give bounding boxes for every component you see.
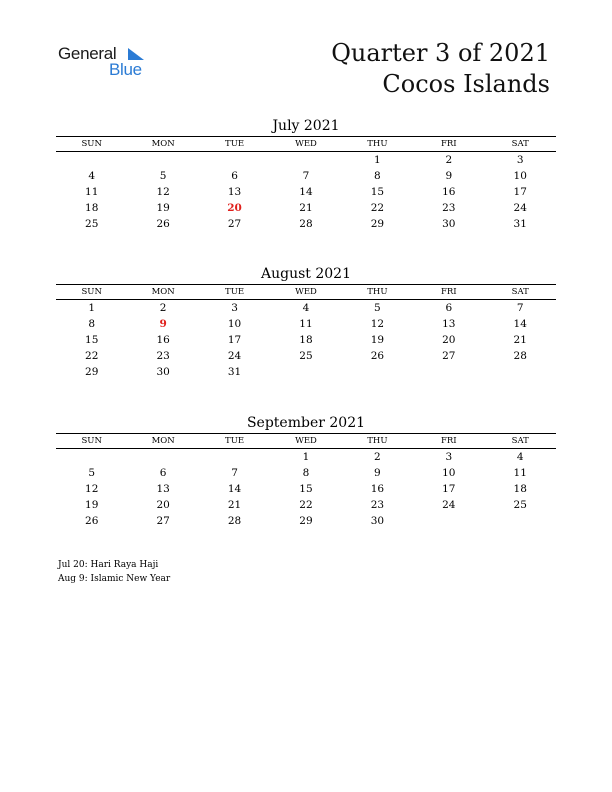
month-august (56, 264, 556, 380)
day-cell: 21 (227, 499, 242, 511)
day-cell: 28 (513, 350, 527, 362)
day-cell: 3 (231, 302, 238, 314)
day-cell: 18 (85, 202, 99, 214)
empty-day-cell (270, 152, 341, 168)
weekday-label: TUE (225, 287, 245, 297)
day-cell: 18 (513, 483, 527, 495)
weekday-label: SAT (511, 287, 529, 297)
page-title (331, 38, 550, 100)
week-row (56, 364, 556, 380)
day-cell: 13 (156, 483, 170, 495)
empty-day-cell (199, 449, 270, 465)
day-cell: 8 (88, 318, 96, 330)
day-cell: 12 (85, 483, 99, 495)
day-cell: 31 (227, 366, 242, 378)
day-cell: 27 (156, 515, 170, 527)
empty-day-cell (127, 449, 198, 465)
day-cell: 29 (370, 218, 385, 230)
day-cell: 19 (370, 334, 385, 346)
day-cell: 2 (374, 451, 381, 463)
weekday-label: WED (295, 287, 317, 297)
week-row (56, 513, 556, 529)
week-row (56, 465, 556, 481)
day-cell: 13 (442, 318, 456, 330)
weekday-label: SAT (511, 139, 529, 149)
day-cell: 27 (227, 218, 242, 230)
day-cell: 11 (85, 186, 99, 198)
empty-day-cell (199, 152, 270, 168)
day-cell: 26 (85, 515, 99, 527)
empty-day-cell (270, 364, 341, 380)
day-cell: 23 (370, 499, 385, 511)
logo-general-text: General (58, 44, 117, 63)
day-cell: 16 (442, 186, 456, 198)
weekday-label: WED (295, 139, 317, 149)
day-cell: 20 (156, 499, 170, 511)
weekday-header (56, 433, 556, 449)
month-july (56, 116, 556, 232)
day-cell: 5 (159, 170, 167, 182)
day-cell: 14 (299, 186, 313, 198)
weekday-label: MON (151, 287, 175, 297)
day-cell: 10 (442, 467, 456, 479)
weekday-label: FRI (440, 287, 457, 297)
logo-blue-text: Blue (109, 60, 142, 79)
day-cell: 6 (445, 302, 453, 314)
day-cell: 27 (442, 350, 456, 362)
day-cell: 22 (299, 499, 313, 511)
weekday-label: TUE (225, 436, 245, 446)
day-cell: 12 (156, 186, 170, 198)
empty-day-cell (413, 364, 484, 380)
day-cell: 1 (302, 451, 310, 463)
day-cell: 22 (85, 350, 99, 362)
day-cell: 8 (302, 467, 310, 479)
month-title: July 2021 (272, 118, 340, 134)
day-cell: 19 (156, 202, 170, 214)
day-cell: 3 (445, 451, 453, 463)
day-cell: 26 (370, 350, 385, 362)
logo (58, 44, 158, 80)
week-row (56, 481, 556, 497)
empty-day-cell (56, 152, 127, 168)
weekday-header (56, 136, 556, 152)
day-cell: 28 (299, 218, 313, 230)
holiday-note: Aug 9: Islamic New Year (58, 574, 171, 584)
weekday-label: SUN (81, 287, 102, 297)
day-cell: 30 (442, 218, 456, 230)
weekday-label: THU (367, 287, 388, 297)
empty-day-cell (127, 152, 198, 168)
weekday-label: SUN (81, 436, 102, 446)
week-row (56, 168, 556, 184)
day-cell: 4 (302, 302, 310, 314)
empty-day-cell (413, 513, 484, 529)
weekday-label: FRI (440, 139, 457, 149)
day-cell: 1 (374, 154, 381, 166)
day-cell: 12 (370, 318, 385, 330)
week-row (56, 184, 556, 200)
day-cell: 30 (156, 366, 170, 378)
day-cell: 4 (516, 451, 524, 463)
day-cell: 2 (159, 302, 167, 314)
day-cell: 6 (159, 467, 167, 479)
day-cell: 4 (88, 170, 96, 182)
week-row (56, 332, 556, 348)
month-title: September 2021 (246, 415, 366, 431)
weekday-label: MON (151, 436, 175, 446)
weekday-label: FRI (440, 436, 457, 446)
day-cell: 16 (370, 483, 385, 495)
day-cell: 2 (445, 154, 453, 166)
weekday-label: SUN (81, 139, 102, 149)
week-row (56, 316, 556, 332)
day-cell: 5 (88, 467, 96, 479)
empty-day-cell (56, 449, 127, 465)
day-cell: 6 (231, 170, 238, 182)
day-cell: 24 (513, 202, 527, 214)
day-cell: 7 (516, 302, 524, 314)
holiday-day-cell: 20 (227, 202, 242, 214)
day-cell: 10 (227, 318, 242, 330)
weekday-label: SAT (511, 436, 529, 446)
week-row (56, 300, 556, 316)
day-cell: 16 (156, 334, 170, 346)
day-cell: 15 (299, 483, 313, 495)
empty-day-cell (485, 513, 556, 529)
day-cell: 23 (442, 202, 456, 214)
day-cell: 17 (513, 186, 527, 198)
day-cell: 29 (85, 366, 99, 378)
quarter-title: Quarter 3 of 2021 (331, 39, 550, 67)
day-cell: 15 (370, 186, 385, 198)
day-cell: 1 (88, 302, 96, 314)
day-cell: 7 (231, 467, 238, 479)
weekday-label: THU (367, 436, 388, 446)
day-cell: 26 (156, 218, 170, 230)
month-weeks (56, 449, 556, 529)
empty-day-cell (485, 364, 556, 380)
week-row (56, 348, 556, 364)
day-cell: 10 (513, 170, 527, 182)
day-cell: 9 (374, 467, 381, 479)
day-cell: 19 (85, 499, 99, 511)
month-title: August 2021 (261, 266, 351, 282)
day-cell: 22 (370, 202, 385, 214)
day-cell: 11 (299, 318, 313, 330)
day-cell: 25 (299, 350, 313, 362)
month-weeks (56, 152, 556, 232)
weekday-label: WED (295, 436, 317, 446)
day-cell: 18 (299, 334, 313, 346)
empty-day-cell (342, 364, 413, 380)
day-cell: 17 (227, 334, 242, 346)
week-row (56, 152, 556, 168)
month-september (56, 413, 556, 529)
day-cell: 25 (513, 499, 527, 511)
day-cell: 21 (513, 334, 527, 346)
week-row (56, 449, 556, 465)
day-cell: 31 (513, 218, 527, 230)
day-cell: 14 (513, 318, 527, 330)
weekday-label: TUE (225, 139, 245, 149)
day-cell: 23 (156, 350, 170, 362)
holiday-note: Jul 20: Hari Raya Haji (58, 560, 159, 570)
day-cell: 15 (85, 334, 99, 346)
day-cell: 17 (442, 483, 456, 495)
day-cell: 5 (374, 302, 381, 314)
day-cell: 24 (227, 350, 242, 362)
week-row (56, 497, 556, 513)
day-cell: 9 (445, 170, 453, 182)
day-cell: 13 (227, 186, 242, 198)
country-title: Cocos Islands (382, 70, 550, 98)
logo-flag-icon (124, 47, 146, 61)
day-cell: 30 (370, 515, 385, 527)
weekday-label: MON (151, 139, 175, 149)
day-cell: 25 (85, 218, 99, 230)
day-cell: 24 (442, 499, 456, 511)
day-cell: 14 (227, 483, 242, 495)
day-cell: 7 (302, 170, 310, 182)
day-cell: 11 (513, 467, 527, 479)
weekday-label: THU (367, 139, 388, 149)
day-cell: 28 (227, 515, 242, 527)
day-cell: 20 (442, 334, 456, 346)
day-cell: 3 (516, 154, 524, 166)
month-weeks (56, 300, 556, 380)
day-cell: 21 (299, 202, 313, 214)
holiday-day-cell: 9 (159, 318, 167, 330)
week-row (56, 216, 556, 232)
weekday-header (56, 284, 556, 300)
holiday-notes (58, 558, 170, 586)
day-cell: 8 (374, 170, 381, 182)
week-row (56, 200, 556, 216)
day-cell: 29 (299, 515, 313, 527)
